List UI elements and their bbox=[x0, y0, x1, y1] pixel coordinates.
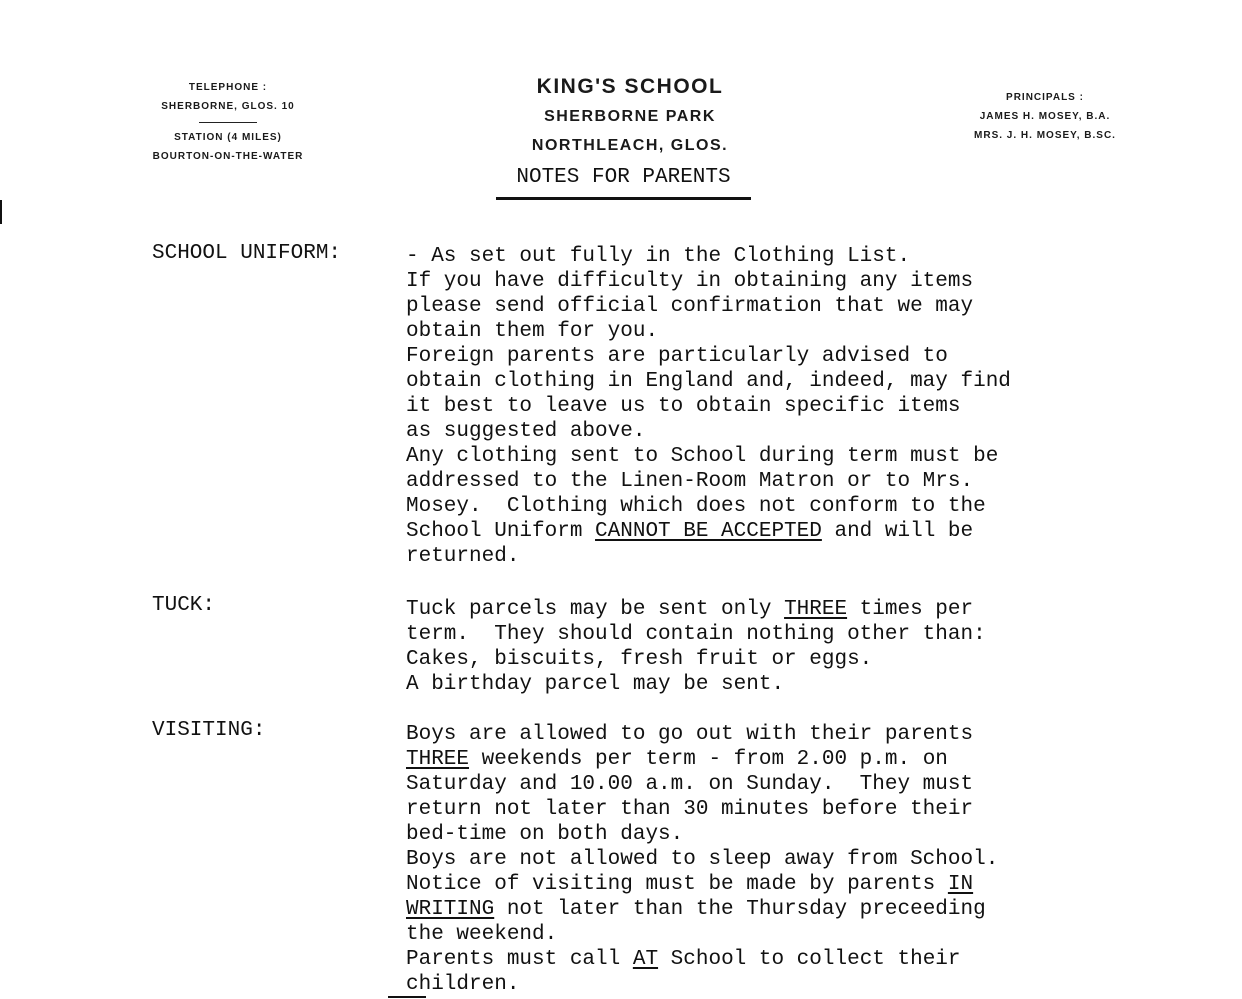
body-line: Cakes, biscuits, fresh fruit or eggs. bbox=[406, 648, 873, 671]
body-line bbox=[406, 747, 998, 772]
body-text: times per bbox=[847, 598, 974, 621]
body-line: the weekend. bbox=[406, 923, 558, 946]
telephone-number: SHERBORNE, GLOS. 10 bbox=[161, 101, 295, 112]
address-line-2: NORTHLEACH, GLOS. bbox=[531, 137, 729, 154]
emphasis-text: AT bbox=[632, 948, 659, 971]
header-school-block bbox=[480, 72, 780, 160]
body-line: obtain them for you. bbox=[406, 320, 659, 343]
school-name: KING'S SCHOOL bbox=[536, 75, 724, 98]
principal-2: MRS. J. H. MOSEY, B.SC. bbox=[974, 130, 1116, 141]
body-line: please send official confirmation that we may bbox=[406, 295, 974, 318]
body-text: weekends per term - from 2.00 p.m. on bbox=[469, 748, 948, 771]
body-line: addressed to the Linen-Room Matron or to Mrs. bbox=[406, 470, 974, 493]
body-line: Saturday and 10.00 a.m. on Sunday. They must bbox=[406, 773, 974, 796]
body-line: Any clothing sent to School during term must be bbox=[406, 445, 999, 468]
emphasis-text: THREE bbox=[784, 598, 848, 621]
body-line bbox=[406, 519, 1011, 544]
principal-1: JAMES H. MOSEY, B.A. bbox=[979, 111, 1111, 122]
body-text: and will be bbox=[821, 520, 974, 543]
body-line: If you have difficulty in obtaining any items bbox=[406, 270, 974, 293]
body-text: not later than the Thursday preceeding bbox=[494, 898, 986, 921]
body-text: School to collect their bbox=[658, 948, 961, 971]
footer-rule bbox=[388, 996, 426, 998]
body-line: it best to leave us to obtain specific items bbox=[406, 395, 961, 418]
body-line: return not later than 30 minutes before their bbox=[406, 798, 974, 821]
principals-label: PRINCIPALS : bbox=[1006, 92, 1084, 103]
section-label-uniform: SCHOOL UNIFORM: bbox=[152, 242, 342, 265]
body-line: as suggested above. bbox=[406, 420, 646, 443]
body-text: Tuck parcels may be sent only bbox=[406, 598, 785, 621]
body-line bbox=[406, 897, 998, 922]
telephone-label: TELEPHONE : bbox=[188, 82, 268, 93]
station-label: STATION (4 MILES) bbox=[174, 132, 282, 143]
body-line bbox=[406, 947, 998, 972]
emphasis-text: WRITING bbox=[406, 898, 495, 921]
header-contact-block bbox=[128, 78, 328, 166]
header-divider bbox=[199, 122, 257, 123]
section-body-uniform bbox=[406, 244, 1011, 569]
body-line: bed-time on both days. bbox=[406, 823, 684, 846]
section-body-tuck bbox=[406, 597, 986, 697]
body-line: obtain clothing in England and, indeed, may find bbox=[406, 370, 1011, 393]
section-body-visiting bbox=[406, 722, 998, 997]
margin-mark bbox=[0, 200, 2, 224]
body-line: term. They should contain nothing other than: bbox=[406, 623, 986, 646]
body-line: A birthday parcel may be sent. bbox=[406, 673, 785, 696]
body-line: returned. bbox=[406, 545, 520, 568]
header-principals-block bbox=[950, 88, 1140, 145]
body-text: Parents must call bbox=[406, 948, 633, 971]
emphasis-text: THREE bbox=[406, 748, 470, 771]
address-line-1: SHERBORNE PARK bbox=[544, 108, 716, 125]
section-label-visiting: VISITING: bbox=[152, 719, 266, 742]
page-title: NOTES FOR PARENTS bbox=[496, 166, 751, 200]
body-line bbox=[406, 872, 998, 897]
station-name: BOURTON-ON-THE-WATER bbox=[152, 151, 304, 162]
emphasis-text: IN bbox=[947, 873, 974, 896]
body-line: Boys are not allowed to sleep away from School. bbox=[406, 848, 999, 871]
body-line: Mosey. Clothing which does not conform to the bbox=[406, 495, 986, 518]
emphasis-text: CANNOT BE ACCEPTED bbox=[595, 520, 822, 543]
body-line bbox=[406, 597, 986, 622]
body-text: School Uniform bbox=[406, 520, 596, 543]
section-label-tuck: TUCK: bbox=[152, 594, 216, 617]
body-line: - As set out fully in the Clothing List. bbox=[406, 245, 911, 268]
body-text: Notice of visiting must be made by parents bbox=[406, 873, 948, 896]
body-line: Boys are allowed to go out with their parents bbox=[406, 723, 974, 746]
body-line: Foreign parents are particularly advised to bbox=[406, 345, 948, 368]
body-line: children. bbox=[406, 973, 520, 996]
